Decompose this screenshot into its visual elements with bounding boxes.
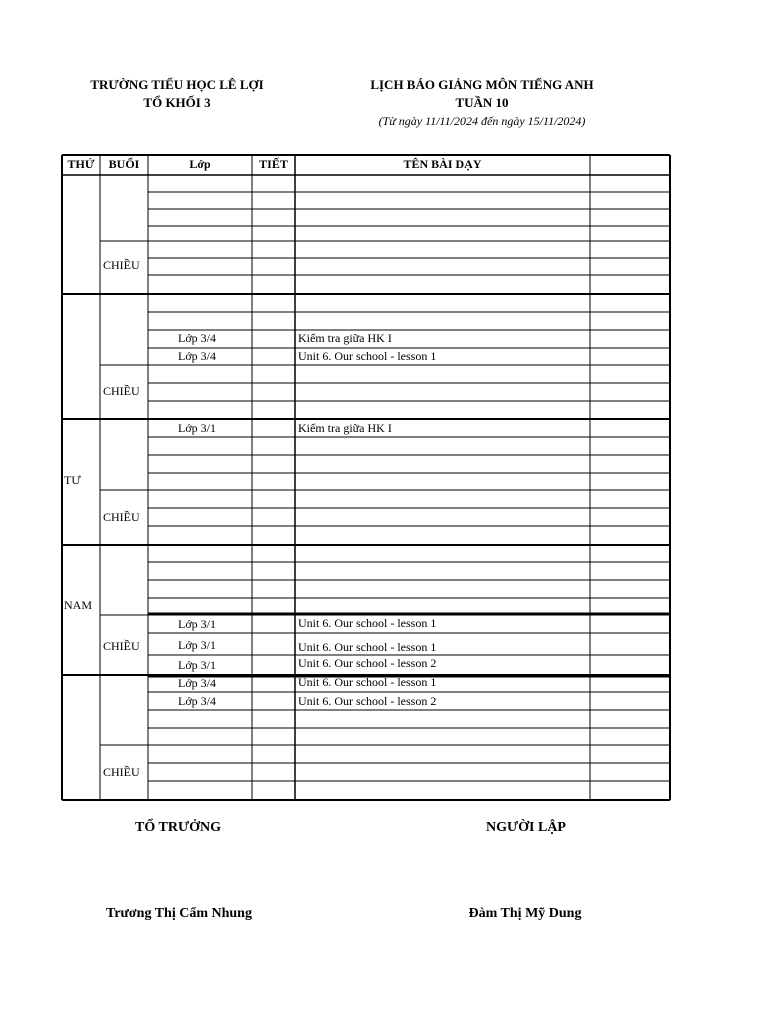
session-label: CHIỀU	[103, 384, 140, 398]
entry-lesson: Kiểm tra giữa HK I	[298, 421, 392, 435]
col-header-lop: Lớp	[189, 157, 211, 171]
col-header-thu: THỨ	[67, 157, 95, 171]
session-label: CHIỀU	[103, 765, 140, 779]
day-label-nam: NAM	[64, 598, 93, 612]
entry-class: Lớp 3/1	[178, 658, 217, 672]
signature-title-left: TỔ TRƯỞNG	[135, 820, 221, 835]
col-header-ten-bai-day: TÊN BÀI DẠY	[403, 157, 482, 171]
entry-lesson: Unit 6. Our school - lesson 1	[298, 640, 437, 654]
schedule-title: LỊCH BÁO GIẢNG MÔN TIẾNG ANH	[370, 77, 594, 92]
day-label-tu: TƯ	[64, 473, 81, 487]
entry-lesson: Unit 6. Our school - lesson 2	[298, 656, 437, 670]
col-header-buoi: BUỔI	[108, 157, 140, 171]
entry-class: Lớp 3/4	[178, 331, 217, 345]
entry-class: Lớp 3/1	[178, 638, 217, 652]
group-name: TỔ KHỐI 3	[143, 95, 211, 110]
signature-name-right: Đàm Thị Mỹ Dung	[468, 906, 582, 921]
entry-class: Lớp 3/1	[178, 617, 217, 631]
entry-class: Lớp 3/4	[178, 349, 217, 363]
entry-class: Lớp 3/4	[178, 694, 217, 708]
entry-lesson: Unit 6. Our school - lesson 1	[298, 349, 437, 363]
signature-name-left: Trương Thị Cẩm Nhung	[106, 906, 252, 921]
session-label: CHIỀU	[103, 639, 140, 653]
entry-lesson: Unit 6. Our school - lesson 2	[298, 694, 437, 708]
entry-class: Lớp 3/1	[178, 421, 217, 435]
date-range: (Từ ngày 11/11/2024 đến ngày 15/11/2024)	[378, 114, 586, 128]
session-label: CHIỀU	[103, 510, 140, 524]
week-label: TUẦN 10	[455, 95, 509, 110]
entry-lesson: Unit 6. Our school - lesson 1	[298, 616, 437, 630]
col-header-tiet: TIẾT	[259, 157, 288, 171]
session-label: CHIỀU	[103, 258, 140, 272]
entry-lesson: Unit 6. Our school - lesson 1	[298, 675, 437, 689]
signature-title-right: NGƯỜI LẬP	[486, 820, 566, 835]
school-name: TRƯỜNG TIỂU HỌC LÊ LỢI	[90, 77, 264, 92]
entry-class: Lớp 3/4	[178, 676, 217, 690]
entry-lesson: Kiểm tra giữa HK I	[298, 331, 392, 345]
